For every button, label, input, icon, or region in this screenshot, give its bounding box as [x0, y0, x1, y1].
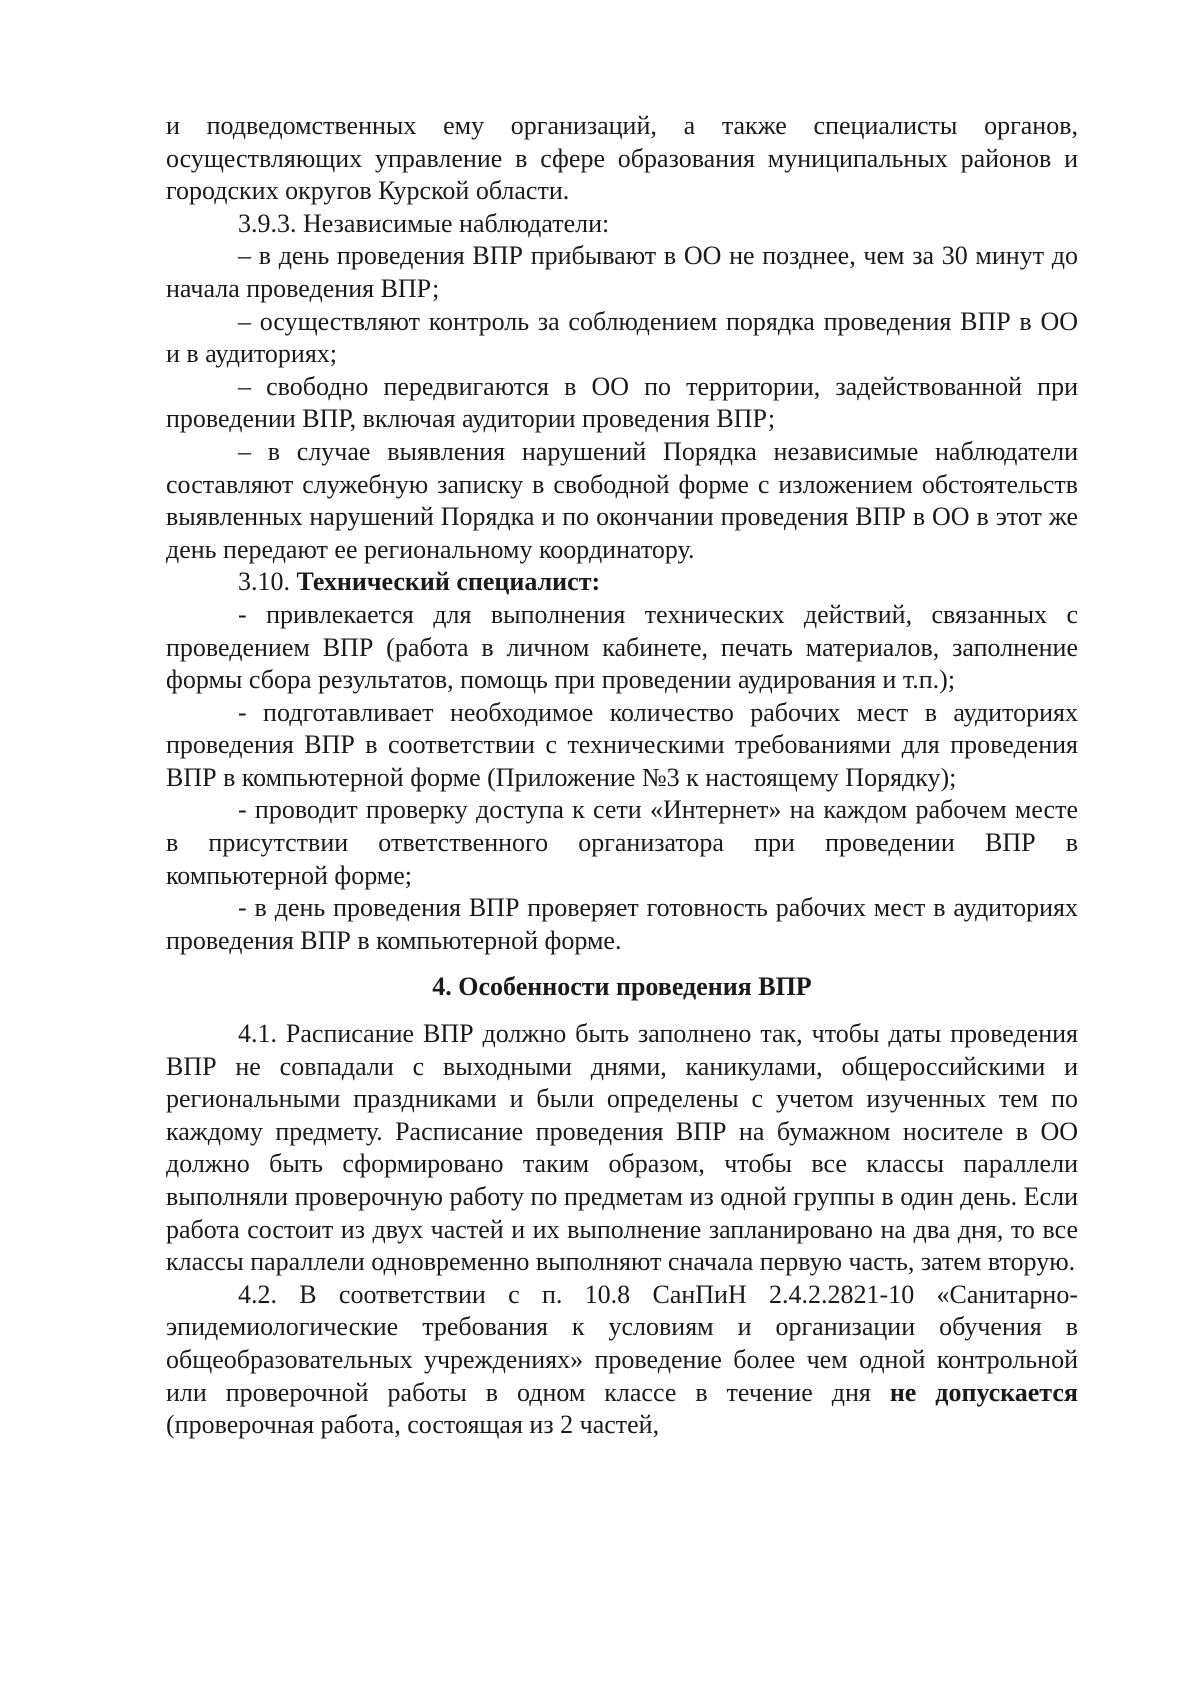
- tech-specialist-title: Технический специалист:: [296, 567, 601, 597]
- document-body: [166, 110, 1078, 1442]
- section-number: 3.10.: [238, 567, 297, 597]
- section-heading: 4. Особенности проведения ВПР: [432, 972, 812, 1002]
- paragraph-organizations: и подведомственных ему организаций, а также специалисты органов, осуществляющих управление в сфере образования муниципальных районов и городских округов Курской области.: [166, 111, 1078, 206]
- paragraph-sanpin: [166, 1279, 1078, 1442]
- paragraph-schedule: 4.1. Расписание ВПР должно быть заполнено так, чтобы даты проведения ВПР не совпадали с выходными днями, каникулами, общероссийскими и региональными праздниками и были определены с учетом изученных тем по каждому предмету. Расписание проведения ВПР на бумажном носителе в ОО должно быть сформировано таким образом, чтобы все классы параллели выполняли проверочную работу по предметам из одной группы в один день. Если работа состоит из двух частей и их выполнение запланировано на два дня, то все классы параллели одновременно выполняют сначала первую часть, затем вторую.: [166, 1019, 1078, 1277]
- paragraph-tech-duties: - привлекается для выполнения технических действий, связанных с проведением ВПР (работа в личном кабинете, печать материалов, заполнение формы сбора результатов, помощь при проведении аудирования и т.п.);: [166, 599, 1078, 695]
- sanpin-text-after: (проверочная работа, состоящая из 2 частей,: [166, 1410, 660, 1440]
- paragraph-observers-violations: – в случае выявления нарушений Порядка независимые наблюдатели составляют служебную записку в свободной форме с изложением обстоятельств выявленных нарушений Порядка и по окончании проведения ВПР в ОО в этот же день передают ее региональному координатору.: [166, 436, 1078, 564]
- paragraph-tech-internet: - проводит проверку доступа к сети «Интернет» на каждом рабочем месте в присутствии ответственного организатора при проведении ВПР в компьютерной форме;: [166, 795, 1078, 890]
- paragraph-tech-specialist-heading: [166, 566, 1078, 599]
- paragraph-tech-readiness: - в день проведения ВПР проверяет готовность рабочих мест в аудиториях проведения ВПР в компьютерной форме.: [166, 893, 1078, 955]
- paragraph-observers-control: – осуществляют контроль за соблюдением порядка проведения ВПР в ОО и в аудиториях;: [166, 306, 1078, 369]
- paragraph-observers-arrival: – в день проведения ВПР прибывают в ОО не позднее, чем за 30 минут до начала проведения ВПР;: [166, 241, 1078, 303]
- paragraph-observers-movement: – свободно передвигаются в ОО по территории, задействованной при проведении ВПР, включая аудитории проведения ВПР;: [166, 371, 1078, 434]
- paragraph-tech-workplaces: - подготавливает необходимое количество рабочих мест в аудиториях проведения ВПР в соответствии с техническими требованиями для проведения ВПР в компьютерной форме (Приложение №3 к настоящему Порядку);: [166, 697, 1078, 792]
- sanpin-text-before: 4.2. В соответствии с п. 10.8 СанПиН 2.4.2.2821-10 «Санитарно-эпидемиологические требования к условиям и организации обучения в общеобразовательных учреждениях» проведение более чем одной контрольной или проверочной работы в одном классе в течение дня: [166, 1279, 1078, 1407]
- paragraph-observers-heading: 3.9.3. Независимые наблюдатели:: [238, 208, 610, 238]
- not-allowed-emphasis: не допускается: [889, 1377, 1079, 1407]
